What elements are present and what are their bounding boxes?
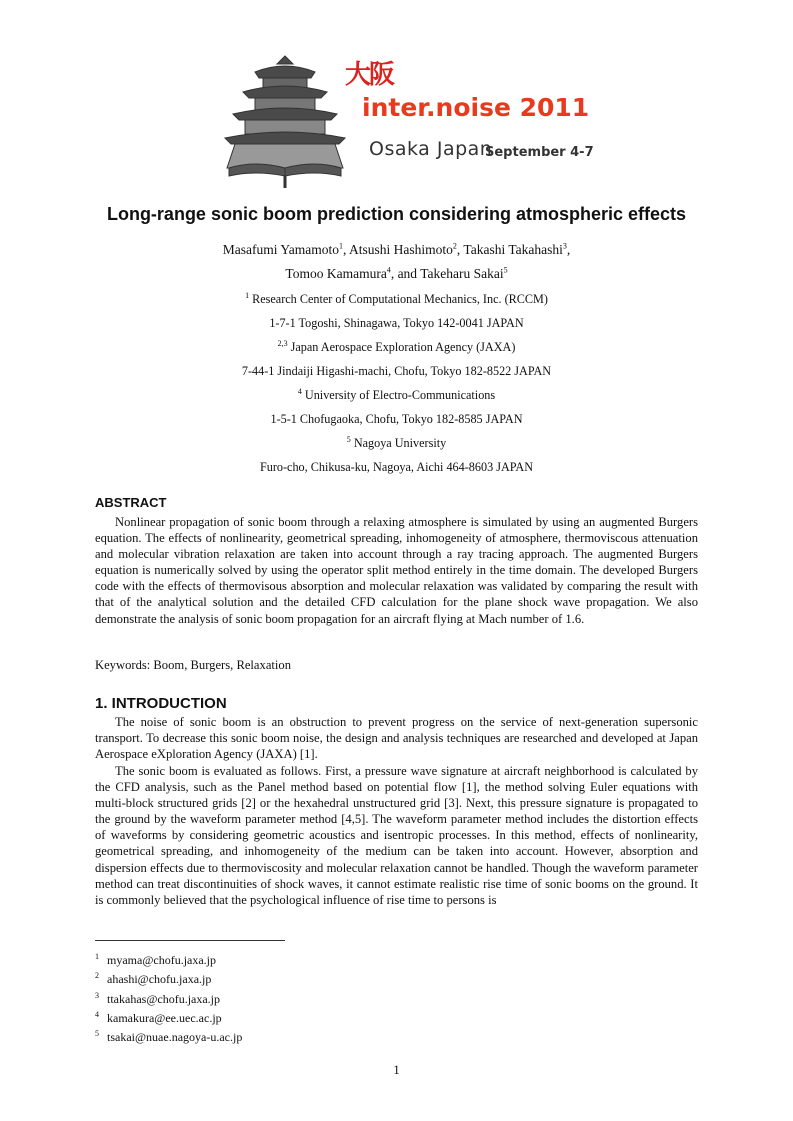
author-sup: 2: [452, 241, 457, 251]
introduction-paragraph-2: The sonic boom is evaluated as follows. First, a pressure wave signature at aircraft neighborhood is calculated by the CFD analysis, such as the Panel method based on potential flow [1], the method solving Euler equations with multi-block structured grids [2] or the hexahedral unstructured grid [3]. Next, this pressure signature is propagated to the ground by the waveform parameter method [4,5]. The waveform parameter method includes the distortion effects of waveforms by considering geometric acoustics and isentropic processes. In this method, effects of nonlinearity, geometrical spreading, and inhomogeneity of the medium can be taken into account. However, absorption and dispersion effects due to thermoviscosity and molecular relaxation cannot be handled. Though the waveform parameter method can treat discontinuities of shock waves, it cannot estimate realistic rise time of sonic booms on the ground. It is commonly believed that the psychological influence of rise time to persons is: [95, 764, 698, 907]
footnote-number: 4: [95, 1009, 99, 1019]
keywords: Keywords: Boom, Burgers, Relaxation: [95, 658, 291, 672]
author-sup: 1: [338, 241, 343, 251]
affiliation-name: Nagoya University: [353, 436, 447, 450]
author-name: Atsushi Hashimoto: [349, 242, 453, 257]
authors-line-2: [0, 266, 793, 282]
author-sep: , and: [390, 266, 421, 281]
authors-line-1: [0, 242, 793, 258]
author-name: Takeharu Sakai: [420, 266, 504, 281]
footnote-number: 5: [95, 1029, 99, 1039]
author-name: Takashi Takahashi: [463, 242, 563, 257]
logo-city: Osaka Japan: [369, 138, 493, 160]
logo-osaka-kanji: 大阪: [345, 60, 394, 90]
affiliation-org: [0, 292, 793, 307]
author-sep: ,: [342, 242, 349, 257]
author-sup: 3: [562, 241, 567, 251]
footnote-email: tsakai@nuae.nagoya-u.ac.jp: [107, 1030, 243, 1045]
footnote: [95, 1007, 242, 1026]
footnote-divider: [95, 940, 285, 941]
footnote-number: 3: [95, 990, 99, 1000]
footnote: [95, 968, 242, 987]
footnote-number: 1: [95, 952, 99, 961]
affiliation-name: Japan Aerospace Exploration Agency (JAXA): [290, 340, 516, 354]
page-number: 1: [393, 1062, 400, 1077]
affiliation-org: [0, 436, 793, 451]
footnotes: [95, 949, 242, 1045]
affiliation-sup: 4: [297, 386, 302, 396]
footnote-email: ahashi@chofu.jaxa.jp: [107, 972, 212, 987]
affiliation-address: 7-44-1 Jindaiji Higashi-machi, Chofu, Tokyo 182-8522 JAPAN: [241, 364, 552, 378]
footnote-email: kamakura@ee.uec.ac.jp: [107, 1010, 222, 1025]
paper-title: Long-range sonic boom prediction considering atmospheric effects: [106, 204, 687, 224]
affiliation-sup: 5: [346, 434, 351, 444]
footnote: [95, 988, 242, 1007]
affiliation-sup: 1: [245, 290, 250, 300]
affiliation-address: 1-5-1 Chofugaoka, Chofu, Tokyo 182-8585 JAPAN: [270, 412, 523, 426]
affiliation-sup: 2,3: [277, 338, 288, 348]
introduction-heading: 1. INTRODUCTION: [95, 695, 227, 712]
affiliation-org: [0, 340, 793, 355]
author-sup: 4: [386, 265, 391, 275]
footnote: [95, 949, 242, 968]
footnote: [95, 1026, 242, 1045]
introduction-paragraph-1: The noise of sonic boom is an obstruction to prevent progress on the service of next-generation supersonic transport. To decrease this sonic boom noise, the design and analysis techniques are researched and developed at Japan Aerospace eXploration Agency (JAXA) [1].: [95, 715, 698, 762]
affiliation-org: [0, 388, 793, 403]
affiliation-address: Furo-cho, Chikusa-ku, Nagoya, Aichi 464-8603 JAPAN: [259, 460, 534, 474]
author-sup: 5: [503, 265, 508, 275]
affiliation-name: University of Electro-Communications: [304, 388, 496, 402]
abstract-heading: ABSTRACT: [95, 495, 167, 510]
author-name: Masafumi Yamamoto: [222, 242, 339, 257]
author-sep: ,: [456, 242, 464, 257]
logo-dates: September 4-7: [485, 145, 594, 160]
affiliation-name: Research Center of Computational Mechanics, Inc. (RCCM): [252, 292, 548, 306]
abstract-text: Nonlinear propagation of sonic boom through a relaxing atmosphere is simulated by using an augmented Burgers equation. The effects of nonlinearity, geometrical spreading, inhomogeneity of atmosphere, thermoviscous attenuation and molecular vibration relaxation are taken into account through a ray tracing approach. The augmented Burgers equation is numerically solved by using the operator split method entirely in the time domain. The developed Burgers code with the effects of thermovisous absorption and molecular relaxation was validated by comparing the result with that of the analytical solution and the detailed CFD calculation for the plane shock wave propagation. We also demonstrate the analysis of sonic boom propagation for an aircraft flying at Mach number of 1.6.: [95, 515, 698, 626]
footnote-email: myama@chofu.jaxa.jp: [107, 953, 217, 967]
footnote-email: ttakahas@chofu.jaxa.jp: [107, 991, 221, 1006]
author-sep: ,: [566, 242, 571, 257]
logo-conference-title: inter.noise 2011: [362, 93, 590, 122]
affiliation-address: 1-7-1 Togoshi, Shinagawa, Tokyo 142-0041 JAPAN: [269, 316, 524, 330]
author-name: Tomoo Kamamura: [285, 266, 387, 281]
footnote-number: 2: [95, 971, 99, 981]
